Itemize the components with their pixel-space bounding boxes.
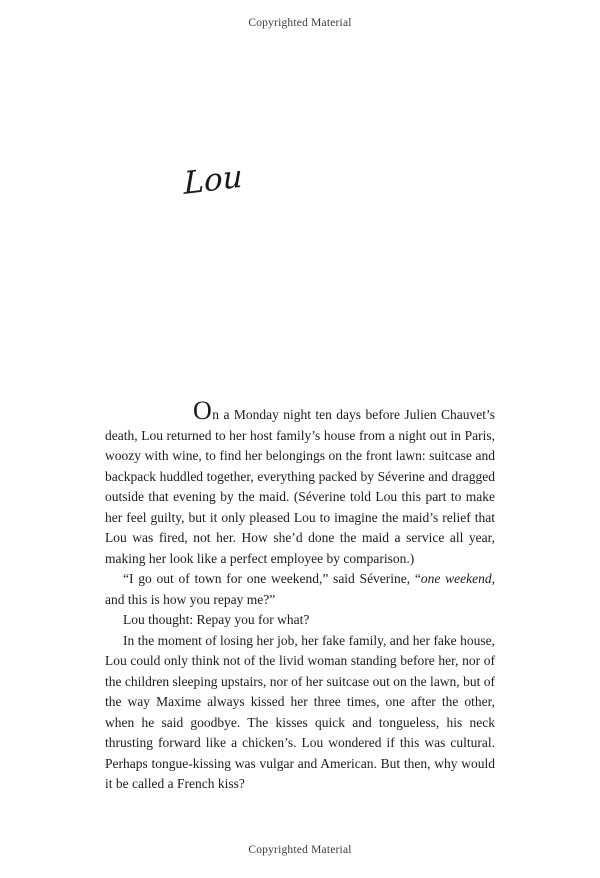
page-text bbox=[105, 396, 495, 795]
paragraph-text: n a Monday night ten days before Julien Chauvet’s death, Lou returned to her host family’s house from a night out in Paris, woozy with wine, to find her belongings on the front lawn: suitcase and backpack huddled together, everything packed by Séverine and dragged outside that evening by the maid. (Séverine told Lou this part to make her feel guilty, but it only pleased Lou to imagine the maid’s relief that Lou was fired, not her. How she’d done the maid a service all year, making her look like a perfect employee by comparison.) bbox=[105, 407, 495, 566]
paragraph-text: “I go out of town for one weekend,” said Séverine, “ bbox=[123, 571, 421, 586]
paragraph bbox=[105, 569, 495, 610]
paragraph-text: and this is how you repay me?” bbox=[105, 591, 276, 607]
chapter-title: Lou bbox=[183, 158, 243, 202]
initial-cap: O bbox=[193, 396, 213, 425]
paragraph: Lou thought: Repay you for what? bbox=[123, 612, 310, 627]
italic-phrase: one weekend, bbox=[420, 571, 495, 586]
copyright-notice-top: Copyrighted Material bbox=[248, 17, 352, 29]
paragraph: In the moment of losing her job, her fake family, and her fake house, Lou could only think not of the livid woman standing before her, nor of the children sleeping upstairs, nor of her suitcase out on the lawn, but of the way Maxime always kissed her three times, one after the other, when he said goodbye. The kisses quick and tongueless, his neck thrusting forward like a chicken’s. Lou wondered if this was cultural. Perhaps tongue-kissing was vulgar and American. But then, why would it be called a French kiss? bbox=[105, 632, 495, 791]
paragraph bbox=[105, 396, 495, 569]
copyright-notice-bottom: Copyrighted Material bbox=[248, 844, 352, 856]
